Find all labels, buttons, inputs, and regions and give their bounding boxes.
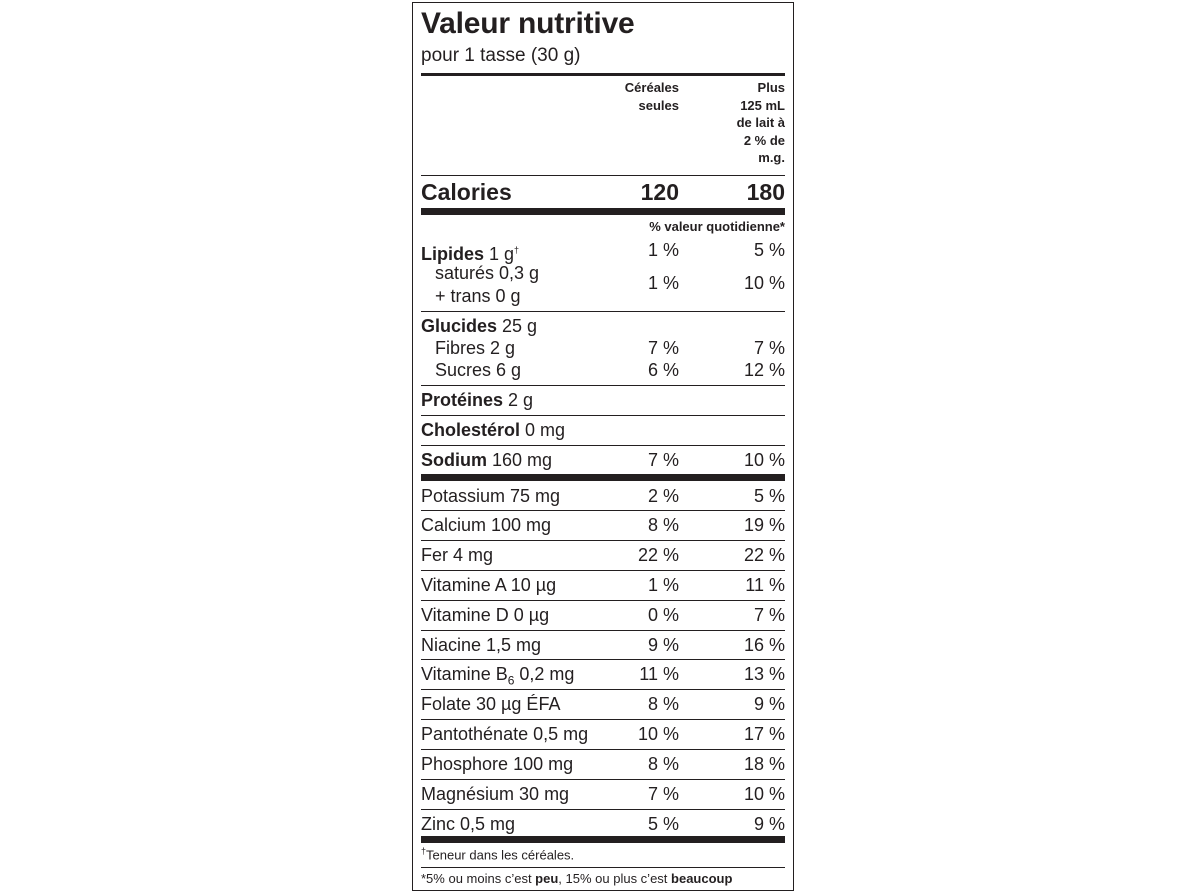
folate-dv-cereal: 8 % bbox=[647, 694, 679, 714]
footnote-emphasis: beaucoup bbox=[671, 871, 733, 886]
calcium-dv-cereal: 8 % bbox=[647, 515, 679, 535]
magnesium-dv-cereal: 7 % bbox=[647, 784, 679, 804]
divider bbox=[421, 689, 785, 690]
vitamin-a-label: Vitamine A 10 µg bbox=[421, 575, 557, 595]
serving-size: pour 1 tasse (30 g) bbox=[421, 45, 581, 66]
footnote-daily-value bbox=[421, 871, 732, 886]
nutrient-amount: 0 mg bbox=[520, 420, 566, 440]
footnote-emphasis: peu bbox=[535, 871, 559, 886]
sodium-label bbox=[421, 449, 552, 471]
iron-dv-milk: 22 % bbox=[743, 545, 785, 565]
divider-thick bbox=[421, 208, 785, 215]
zinc-label: Zinc 0,5 mg bbox=[421, 814, 516, 834]
subscript: 6 bbox=[507, 673, 515, 688]
divider bbox=[421, 311, 785, 312]
phosphorus-dv-cereal: 8 % bbox=[647, 754, 679, 774]
footnote-text: *5% ou moins c’est bbox=[421, 871, 536, 886]
iron-dv-cereal: 22 % bbox=[637, 545, 679, 565]
saturated-dv-cereal: 1 % bbox=[647, 273, 679, 293]
vitamin-a-dv-milk: 11 % bbox=[745, 575, 785, 595]
fibre-dv-milk: 7 % bbox=[753, 338, 785, 358]
nutrient-name: Vitamine B bbox=[421, 664, 508, 684]
potassium-dv-cereal: 2 % bbox=[647, 486, 679, 506]
column-header-with-milk bbox=[737, 79, 785, 167]
column-header-line: m.g. bbox=[758, 150, 785, 165]
divider bbox=[421, 540, 785, 541]
fibre-dv-cereal: 7 % bbox=[647, 338, 679, 358]
iron-label: Fer 4 mg bbox=[421, 545, 494, 565]
sugars-dv-cereal: 6 % bbox=[647, 360, 679, 380]
divider-thick bbox=[421, 836, 785, 843]
phosphorus-dv-milk: 18 % bbox=[743, 754, 785, 774]
divider bbox=[421, 175, 785, 176]
divider bbox=[421, 510, 785, 511]
divider bbox=[421, 570, 785, 571]
divider-thick bbox=[421, 474, 785, 481]
fibre-label: Fibres 2 g bbox=[435, 338, 516, 358]
calories-value-milk: 180 bbox=[746, 179, 785, 205]
nutrient-name: Protéines bbox=[421, 390, 504, 410]
niacin-dv-cereal: 9 % bbox=[647, 635, 679, 655]
divider bbox=[421, 385, 785, 386]
vitamin-d-label: Vitamine D 0 µg bbox=[421, 605, 550, 625]
nutrient-amount: 2 g bbox=[503, 390, 534, 410]
column-header-line: 125 mL bbox=[740, 97, 785, 113]
dagger-mark: † bbox=[421, 846, 427, 856]
folate-dv-milk: 9 % bbox=[753, 694, 785, 714]
pantothenate-label: Pantothénate 0,5 mg bbox=[421, 724, 589, 744]
sodium-dv-milk: 10 % bbox=[743, 450, 785, 470]
nutrient-amount: 1 g bbox=[484, 244, 515, 264]
table-title: Valeur nutritive bbox=[421, 7, 635, 40]
calories-label: Calories bbox=[421, 179, 512, 205]
column-header-cereal-only bbox=[625, 79, 679, 114]
potassium-dv-milk: 5 % bbox=[753, 486, 785, 506]
nutrient-name: Glucides bbox=[421, 316, 498, 336]
column-header-line: de lait à bbox=[736, 115, 785, 130]
magnesium-dv-milk: 10 % bbox=[743, 784, 785, 804]
phosphorus-label: Phosphore 100 mg bbox=[421, 754, 574, 774]
column-header-line: Plus bbox=[757, 80, 785, 95]
trans-fat-label: + trans 0 g bbox=[435, 286, 521, 306]
divider bbox=[421, 659, 785, 660]
calcium-dv-milk: 19 % bbox=[743, 515, 785, 535]
vitamin-d-dv-cereal: 0 % bbox=[647, 605, 679, 625]
footnote-text: Teneur dans les céréales. bbox=[426, 847, 575, 863]
divider bbox=[421, 779, 785, 780]
sugars-dv-milk: 12 % bbox=[743, 360, 785, 380]
column-header-line: Céréales bbox=[624, 80, 679, 95]
folate-label: Folate 30 µg ÉFA bbox=[421, 694, 561, 714]
nutrient-amount: 0,2 mg bbox=[514, 664, 575, 684]
zinc-dv-milk: 9 % bbox=[753, 814, 785, 834]
calories-value-cereal: 120 bbox=[640, 179, 679, 205]
niacin-dv-milk: 16 % bbox=[743, 635, 785, 655]
divider bbox=[421, 749, 785, 750]
pantothenate-dv-milk: 17 % bbox=[743, 724, 785, 744]
carbohydrate-label bbox=[421, 315, 537, 337]
vitamin-d-dv-milk: 7 % bbox=[753, 605, 785, 625]
footnote-dagger bbox=[421, 846, 574, 862]
footnote-text: , 15% ou plus c’est bbox=[558, 871, 672, 886]
sugars-label: Sucres 6 g bbox=[435, 360, 522, 380]
nutrient-name: Sodium bbox=[421, 450, 487, 470]
vitamin-b6-dv-cereal: 11 % bbox=[639, 664, 679, 684]
nutrient-amount: 25 g bbox=[497, 316, 538, 336]
saturated-dv-milk: 10 % bbox=[743, 273, 785, 293]
nutrient-name: Cholestérol bbox=[421, 420, 521, 440]
pantothenate-dv-cereal: 10 % bbox=[637, 724, 679, 744]
divider bbox=[421, 415, 785, 416]
nutrient-name: Lipides bbox=[421, 244, 485, 264]
vitamin-b6-dv-milk: 13 % bbox=[743, 664, 785, 684]
fat-dv-cereal: 1 % bbox=[647, 240, 679, 260]
daily-value-header: % valeur quotidienne* bbox=[649, 219, 785, 234]
cholesterol-label bbox=[421, 419, 565, 441]
divider bbox=[421, 867, 785, 868]
vitamin-b6-label bbox=[421, 663, 574, 692]
saturated-fat-label: saturés 0,3 g bbox=[435, 263, 540, 283]
protein-label bbox=[421, 389, 533, 411]
divider bbox=[421, 600, 785, 601]
vitamin-a-dv-cereal: 1 % bbox=[647, 575, 679, 595]
fat-dv-milk: 5 % bbox=[753, 240, 785, 260]
column-header-line: seules bbox=[638, 97, 679, 113]
divider bbox=[421, 630, 785, 631]
magnesium-label: Magnésium 30 mg bbox=[421, 784, 570, 804]
zinc-dv-cereal: 5 % bbox=[647, 814, 679, 834]
divider-header bbox=[421, 73, 785, 76]
sodium-dv-cereal: 7 % bbox=[647, 450, 679, 470]
divider bbox=[421, 809, 785, 810]
niacin-label: Niacine 1,5 mg bbox=[421, 635, 542, 655]
divider bbox=[421, 719, 785, 720]
divider bbox=[421, 445, 785, 446]
dagger-mark: † bbox=[514, 245, 520, 255]
nutrition-facts-table bbox=[412, 2, 794, 891]
calcium-label: Calcium 100 mg bbox=[421, 515, 552, 535]
column-header-line: 2 % de bbox=[743, 132, 785, 148]
potassium-label: Potassium 75 mg bbox=[421, 486, 561, 506]
nutrient-amount: 160 mg bbox=[487, 450, 553, 470]
